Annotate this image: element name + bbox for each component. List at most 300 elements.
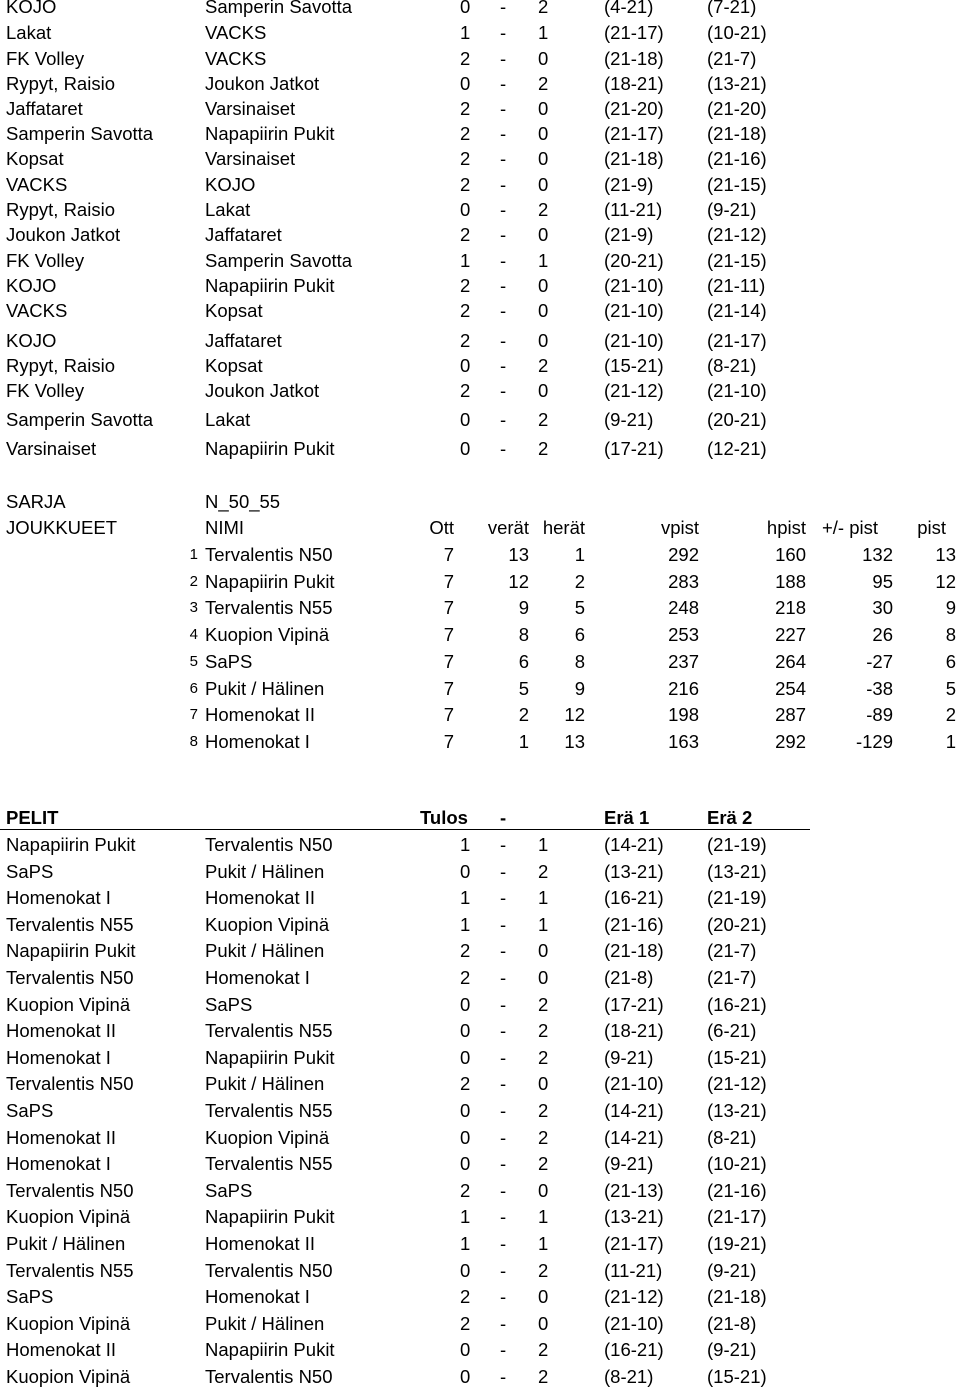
away-sets: 2: [538, 1047, 549, 1068]
score-dash: -: [500, 940, 507, 961]
match-row: [0, 407, 960, 433]
home-sets: 1: [460, 250, 471, 271]
home-team: SaPS: [6, 1286, 54, 1307]
header-nimi: NIMI: [205, 517, 245, 538]
home-sets: 0: [460, 355, 471, 376]
games-header-era2: Erä 2: [707, 807, 753, 828]
sets-lost: 2: [574, 570, 585, 592]
points-for: 216: [668, 677, 699, 699]
home-sets: 2: [460, 380, 471, 401]
sets-lost: 8: [574, 650, 585, 672]
match-row: [0, 1018, 960, 1044]
home-team: Homenokat I: [6, 1047, 111, 1068]
home-team: Tervalentis N55: [6, 914, 134, 935]
home-team: Rypyt, Raisio: [6, 355, 115, 376]
team-name: Kuopion Vipinä: [205, 624, 330, 646]
away-team: Jaffataret: [205, 330, 282, 351]
set1-score: (21-12): [604, 1286, 664, 1307]
set1-score: (9-21): [604, 409, 654, 430]
points-for: 253: [668, 624, 699, 646]
home-team: Homenokat II: [6, 1127, 117, 1148]
played: 7: [443, 624, 454, 646]
away-team: Lakat: [205, 409, 251, 430]
home-team: SaPS: [6, 1100, 54, 1121]
away-sets: 2: [538, 199, 549, 220]
set2-score: (21-15): [707, 250, 767, 271]
away-team: Kopsat: [205, 355, 263, 376]
rank: 1: [189, 546, 198, 563]
set1-score: (20-21): [604, 250, 664, 271]
home-sets: 2: [460, 123, 471, 144]
away-sets: 2: [538, 438, 549, 459]
points-against: 218: [775, 597, 806, 619]
away-team: Varsinaiset: [205, 98, 296, 119]
home-sets: 2: [460, 1286, 471, 1307]
home-sets: 0: [460, 199, 471, 220]
score-dash: -: [500, 330, 507, 351]
set2-score: (16-21): [707, 994, 767, 1015]
set1-score: (21-8): [604, 967, 654, 988]
set2-score: (10-21): [707, 1153, 767, 1174]
total-points: 9: [945, 597, 956, 619]
rank: 2: [189, 572, 198, 590]
score-dash: -: [500, 1206, 507, 1227]
set1-score: (18-21): [604, 1020, 664, 1041]
away-team: Napapiirin Pukit: [205, 275, 335, 296]
away-team: Kopsat: [205, 300, 263, 321]
home-team: KOJO: [6, 330, 57, 351]
away-team: Jaffataret: [205, 224, 282, 245]
away-sets: 0: [538, 330, 549, 351]
home-sets: 2: [460, 940, 471, 961]
away-sets: 0: [538, 174, 549, 195]
away-team: SaPS: [205, 994, 253, 1015]
standings-row: [0, 595, 960, 621]
set1-score: (21-17): [604, 123, 664, 144]
sets-lost: 5: [574, 597, 585, 619]
set2-score: (10-21): [707, 22, 767, 43]
match-row: [0, 0, 960, 20]
home-team: Homenokat I: [6, 1153, 111, 1174]
away-team: Homenokat II: [205, 1233, 316, 1254]
home-team: FK Volley: [6, 250, 85, 271]
match-row: [0, 832, 960, 858]
set2-score: (21-16): [707, 148, 767, 169]
set1-score: (21-10): [604, 1313, 664, 1334]
sets-won: 12: [508, 570, 529, 592]
match-row: [0, 938, 960, 964]
away-team: Tervalentis N50: [205, 1366, 333, 1387]
sets-lost: 1: [574, 544, 585, 565]
home-sets: 0: [460, 861, 471, 882]
away-team: KOJO: [205, 174, 256, 195]
home-sets: 0: [460, 1127, 471, 1148]
home-sets: 2: [460, 300, 471, 321]
set2-score: (21-19): [707, 887, 767, 908]
points-for: 237: [668, 650, 699, 672]
away-sets: 0: [538, 1286, 549, 1307]
games-header-dash: -: [500, 807, 507, 828]
played: 7: [443, 570, 454, 592]
points-diff: 132: [862, 544, 893, 565]
away-team: Napapiirin Pukit: [205, 1206, 335, 1227]
home-team: Kuopion Vipinä: [6, 1366, 131, 1387]
away-sets: 1: [538, 887, 549, 908]
home-team: Kuopion Vipinä: [6, 994, 131, 1015]
score-dash: -: [500, 98, 507, 119]
played: 7: [443, 597, 454, 619]
home-team: Tervalentis N50: [6, 1073, 134, 1094]
set1-score: (21-12): [604, 380, 664, 401]
home-sets: 0: [460, 1047, 471, 1068]
set2-score: (21-19): [707, 834, 767, 855]
home-team: Kuopion Vipinä: [6, 1206, 131, 1227]
away-sets: 2: [538, 1366, 549, 1387]
home-sets: 0: [460, 1339, 471, 1360]
home-sets: 0: [460, 1260, 471, 1281]
total-points: 6: [945, 650, 956, 672]
away-team: VACKS: [205, 48, 267, 69]
away-sets: 0: [538, 967, 549, 988]
home-sets: 2: [460, 174, 471, 195]
home-sets: 0: [460, 994, 471, 1015]
match-row: [0, 1204, 960, 1230]
set1-score: (21-18): [604, 148, 664, 169]
games-header-pelit: PELIT: [6, 807, 59, 828]
points-diff: 26: [872, 624, 893, 646]
score-dash: -: [500, 1366, 507, 1387]
set2-score: (15-21): [707, 1366, 767, 1387]
score-dash: -: [500, 174, 507, 195]
match-row: [0, 328, 960, 354]
score-dash: -: [500, 22, 507, 43]
home-sets: 1: [460, 1206, 471, 1227]
set2-score: (21-15): [707, 174, 767, 195]
match-row: [0, 912, 960, 938]
points-against: 188: [775, 570, 806, 592]
set1-score: (8-21): [604, 1366, 654, 1387]
points-against: 160: [775, 544, 806, 565]
home-team: KOJO: [6, 275, 57, 296]
away-sets: 2: [538, 1153, 549, 1174]
set2-score: (21-14): [707, 300, 767, 321]
home-team: VACKS: [6, 300, 68, 321]
header-herat: herät: [542, 517, 585, 538]
score-dash: -: [500, 409, 507, 430]
set2-score: (13-21): [707, 73, 767, 94]
rank: 6: [189, 679, 198, 697]
away-sets: 0: [538, 148, 549, 169]
header-hpist: hpist: [766, 517, 806, 538]
away-sets: 0: [538, 123, 549, 144]
score-dash: -: [500, 994, 507, 1015]
points-diff: 30: [872, 597, 893, 619]
set1-score: (16-21): [604, 1339, 664, 1360]
standings-row: [0, 622, 960, 648]
set1-score: (21-20): [604, 98, 664, 119]
points-against: 287: [775, 704, 806, 726]
away-sets: 0: [538, 940, 549, 961]
away-sets: 0: [538, 380, 549, 401]
played: 7: [443, 677, 454, 699]
score-dash: -: [500, 300, 507, 321]
away-team: Samperin Savotta: [205, 250, 353, 271]
away-team: Kuopion Vipinä: [205, 914, 330, 935]
rank: 4: [189, 626, 198, 644]
home-team: Homenokat II: [6, 1020, 117, 1041]
set1-score: (21-10): [604, 330, 664, 351]
away-sets: 2: [538, 1339, 549, 1360]
match-row: [0, 1258, 960, 1284]
set1-score: (21-13): [604, 1180, 664, 1201]
home-sets: 1: [460, 834, 471, 855]
set2-score: (21-16): [707, 1180, 767, 1201]
match-row: [0, 1231, 960, 1257]
set1-score: (14-21): [604, 834, 664, 855]
home-team: FK Volley: [6, 48, 85, 69]
sets-won: 2: [518, 704, 529, 726]
away-sets: 2: [538, 861, 549, 882]
away-sets: 2: [538, 1020, 549, 1041]
score-dash: -: [500, 1127, 507, 1148]
points-for: 163: [668, 730, 699, 752]
home-team: Kopsat: [6, 148, 64, 169]
home-sets: 2: [460, 1313, 471, 1334]
home-sets: 2: [460, 48, 471, 69]
set2-score: (21-18): [707, 123, 767, 144]
played: 7: [443, 704, 454, 726]
home-sets: 0: [460, 1366, 471, 1387]
set2-score: (21-10): [707, 380, 767, 401]
score-dash: -: [500, 1100, 507, 1121]
match-row: [0, 172, 960, 198]
score-dash: -: [500, 834, 507, 855]
games-header-tulos: Tulos: [420, 807, 468, 828]
away-team: Napapiirin Pukit: [205, 123, 335, 144]
away-team: Pukit / Hälinen: [205, 1073, 325, 1094]
away-team: Tervalentis N50: [205, 834, 333, 855]
score-dash: -: [500, 1153, 507, 1174]
set1-score: (21-18): [604, 48, 664, 69]
set2-score: (8-21): [707, 1127, 757, 1148]
home-sets: 0: [460, 73, 471, 94]
set2-score: (13-21): [707, 861, 767, 882]
sets-won: 13: [508, 544, 529, 565]
set2-score: (21-17): [707, 330, 767, 351]
away-team: Tervalentis N55: [205, 1020, 333, 1041]
score-dash: -: [500, 380, 507, 401]
away-sets: 1: [538, 22, 549, 43]
series-row: [0, 489, 960, 515]
match-row: [0, 1337, 960, 1363]
score-dash: -: [500, 1339, 507, 1360]
match-row: [0, 1364, 960, 1390]
home-team: SaPS: [6, 861, 54, 882]
team-name: Homenokat I: [205, 730, 310, 752]
home-sets: 0: [460, 409, 471, 430]
away-sets: 1: [538, 834, 549, 855]
set1-score: (17-21): [604, 994, 664, 1015]
set1-score: (14-21): [604, 1100, 664, 1121]
set1-score: (21-10): [604, 300, 664, 321]
points-for: 248: [668, 597, 699, 619]
score-dash: -: [500, 1286, 507, 1307]
rank: 8: [189, 732, 198, 750]
score-dash: -: [500, 1020, 507, 1041]
away-team: Pukit / Hälinen: [205, 1313, 325, 1334]
home-sets: 1: [460, 22, 471, 43]
set1-score: (11-21): [604, 1260, 663, 1281]
points-against: 292: [775, 730, 806, 752]
team-name: Tervalentis N55: [205, 597, 333, 619]
score-dash: -: [500, 199, 507, 220]
set2-score: (9-21): [707, 199, 757, 220]
set1-score: (21-10): [604, 1073, 664, 1094]
home-sets: 2: [460, 148, 471, 169]
home-sets: 0: [460, 1020, 471, 1041]
away-team: Tervalentis N55: [205, 1100, 333, 1121]
home-team: Pukit / Hälinen: [6, 1233, 126, 1254]
set2-score: (19-21): [707, 1233, 767, 1254]
home-team: KOJO: [6, 0, 57, 17]
match-row: [0, 992, 960, 1018]
set2-score: (12-21): [707, 438, 767, 459]
away-sets: 1: [538, 914, 549, 935]
set2-score: (7-21): [707, 0, 757, 17]
score-dash: -: [500, 887, 507, 908]
home-sets: 2: [460, 224, 471, 245]
home-team: Napapiirin Pukit: [6, 834, 136, 855]
away-sets: 2: [538, 355, 549, 376]
sets-lost: 6: [574, 624, 585, 646]
home-team: Kuopion Vipinä: [6, 1313, 131, 1334]
team-name: Tervalentis N50: [205, 544, 333, 565]
away-team: Tervalentis N50: [205, 1260, 333, 1281]
score-dash: -: [500, 355, 507, 376]
sets-won: 6: [518, 650, 529, 672]
away-team: SaPS: [205, 1180, 253, 1201]
points-against: 264: [775, 650, 806, 672]
away-sets: 2: [538, 1127, 549, 1148]
total-points: 8: [945, 624, 956, 646]
away-sets: 2: [538, 409, 549, 430]
home-sets: 1: [460, 1233, 471, 1254]
score-dash: -: [500, 148, 507, 169]
match-row: [0, 222, 960, 248]
away-team: Lakat: [205, 199, 251, 220]
home-sets: 0: [460, 0, 471, 17]
score-dash: -: [500, 1047, 507, 1068]
set2-score: (13-21): [707, 1100, 767, 1121]
away-sets: 2: [538, 73, 549, 94]
set2-score: (20-21): [707, 914, 767, 935]
played: 7: [443, 730, 454, 752]
away-sets: 0: [538, 48, 549, 69]
total-points: 12: [935, 570, 956, 592]
total-points: 13: [935, 544, 956, 565]
match-row: [0, 885, 960, 911]
home-team: Tervalentis N50: [6, 1180, 134, 1201]
match-row: [0, 1125, 960, 1151]
set1-score: (21-18): [604, 940, 664, 961]
match-row: [0, 46, 960, 72]
away-team: Joukon Jatkot: [205, 73, 320, 94]
home-team: Joukon Jatkot: [6, 224, 121, 245]
away-team: Napapiirin Pukit: [205, 438, 335, 459]
home-sets: 2: [460, 330, 471, 351]
score-dash: -: [500, 1073, 507, 1094]
standings-row: [0, 702, 960, 728]
points-for: 292: [668, 544, 699, 565]
set1-score: (14-21): [604, 1127, 664, 1148]
home-sets: 1: [460, 914, 471, 935]
score-dash: -: [500, 0, 507, 17]
series-value: N_50_55: [205, 491, 281, 512]
games-header-era1: Erä 1: [604, 807, 650, 828]
away-team: Homenokat I: [205, 1286, 310, 1307]
home-team: Homenokat I: [6, 887, 111, 908]
set1-score: (9-21): [604, 1047, 654, 1068]
set2-score: (15-21): [707, 1047, 767, 1068]
home-sets: 0: [460, 1100, 471, 1121]
match-row: [0, 273, 960, 299]
set2-score: (21-20): [707, 98, 767, 119]
home-team: Rypyt, Raisio: [6, 73, 115, 94]
home-team: VACKS: [6, 174, 68, 195]
rank: 5: [189, 652, 198, 670]
score-dash: -: [500, 224, 507, 245]
score-dash: -: [500, 123, 507, 144]
team-name: Pukit / Hälinen: [205, 677, 325, 699]
match-row: [0, 20, 960, 46]
away-team: Homenokat I: [205, 967, 310, 988]
home-team: Tervalentis N50: [6, 967, 134, 988]
away-sets: 0: [538, 224, 549, 245]
away-sets: 1: [538, 250, 549, 271]
points-diff: 95: [872, 570, 893, 592]
score-dash: -: [500, 1260, 507, 1281]
games-header-rule: [0, 829, 810, 830]
away-sets: 2: [538, 0, 549, 17]
away-sets: 0: [538, 1073, 549, 1094]
away-team: Homenokat II: [205, 887, 316, 908]
away-sets: 0: [538, 300, 549, 321]
rank: 7: [189, 706, 198, 724]
home-sets: 2: [460, 275, 471, 296]
header-pist: pist: [917, 517, 946, 538]
set2-score: (21-12): [707, 224, 767, 245]
set2-score: (6-21): [707, 1020, 757, 1041]
away-sets: 2: [538, 1260, 549, 1281]
home-team: Homenokat II: [6, 1339, 117, 1360]
away-sets: 0: [538, 98, 549, 119]
score-dash: -: [500, 1313, 507, 1334]
away-sets: 2: [538, 1100, 549, 1121]
away-team: Tervalentis N55: [205, 1153, 333, 1174]
points-for: 198: [668, 704, 699, 726]
set1-score: (21-17): [604, 22, 664, 43]
home-sets: 2: [460, 1180, 471, 1201]
match-row: [0, 71, 960, 97]
score-dash: -: [500, 48, 507, 69]
set1-score: (16-21): [604, 887, 664, 908]
set2-score: (20-21): [707, 409, 767, 430]
set2-score: (21-17): [707, 1206, 767, 1227]
score-dash: -: [500, 73, 507, 94]
sets-lost: 12: [564, 704, 585, 726]
home-team: Varsinaiset: [6, 438, 97, 459]
points-diff: -129: [855, 730, 893, 752]
